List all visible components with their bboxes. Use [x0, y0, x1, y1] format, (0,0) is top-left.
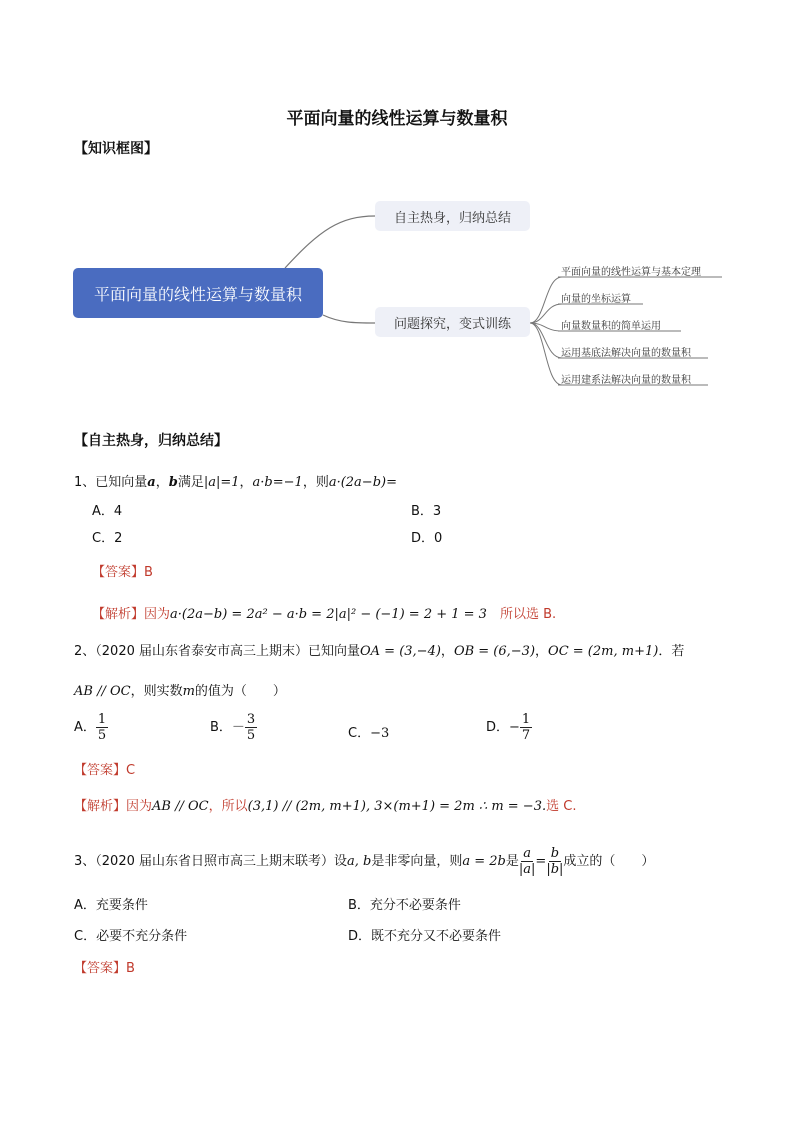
question-3-stem — [74, 846, 654, 877]
q1-option-c: C．2 — [92, 531, 123, 546]
q2-oc: OC = (2m, m+1) — [548, 644, 659, 659]
q1-mid3: ，则 — [302, 475, 329, 490]
mindmap-leaf-1: 平面向量的线性运算与基本定理 — [561, 267, 701, 278]
q2-line2-var: m — [182, 684, 195, 699]
q2-option-b-frac — [245, 712, 257, 743]
q3-eq: = — [535, 854, 547, 869]
q2-line2-end: 的值为（ ） — [194, 684, 286, 699]
q2-option-a-frac — [96, 712, 108, 743]
q3-cond: a = 2b — [462, 854, 506, 869]
framework-heading: 【知识框图】 — [74, 141, 158, 157]
q2-expl-math2: (3,1) // (2m, m+1), 3×(m+1) = 2m ∴ m = −3. — [247, 799, 547, 814]
q1-expl-label: 【解析】 — [92, 607, 145, 622]
q3-answer — [74, 957, 135, 976]
q1-option-a: A．4 — [92, 504, 123, 519]
q3-vars: a, b — [347, 854, 372, 869]
q2-expl-math1: AB // OC — [152, 799, 209, 814]
q1-explanation — [92, 603, 556, 622]
q1-cond2: a·b=−1 — [252, 475, 303, 490]
q2-option-d-frac — [520, 712, 532, 743]
q2-expl-text1: 因为 — [126, 799, 153, 814]
q3-answer-value: B — [126, 961, 135, 976]
q3-end: 成立的（ ） — [563, 854, 655, 869]
mindmap-central-node: 平面向量的线性运算与数量积 — [73, 268, 323, 318]
q2-option-b-den: 5 — [246, 728, 256, 743]
q2-option-d-den: 7 — [521, 728, 531, 743]
connector-branch2 — [323, 315, 375, 323]
q1-mid1: 满足 — [177, 475, 204, 490]
q3-option-a: A．充要条件 — [74, 898, 148, 913]
question-2-line2 — [74, 680, 286, 699]
q2-option-c-value: −3 — [370, 726, 390, 741]
q2-line2-text: ，则实数 — [130, 684, 183, 699]
q3-frac-a — [519, 846, 536, 877]
q3-mid: 是非零向量，则 — [371, 854, 463, 869]
q2-answer-label: 【答案】 — [74, 763, 127, 778]
q2-ob: OB = (6,−3) — [453, 644, 536, 659]
q3-option-b: B．充分不必要条件 — [348, 898, 461, 913]
q1-expl-tail: 所以选 B. — [499, 607, 557, 622]
q2-option-b-num: 3 — [246, 712, 256, 727]
q1-answer-value: B — [144, 565, 153, 580]
q2-answer — [74, 759, 135, 778]
q2-option-c — [348, 722, 389, 741]
connector-branch1 — [285, 216, 375, 268]
connector-leaf-1 — [530, 277, 562, 323]
q2-option-d-label: D． — [486, 720, 510, 735]
q3-frac-a-den: |a| — [518, 862, 536, 877]
q2-option-a-num: 1 — [97, 712, 107, 727]
q1-expr: a·(2a−b)= — [328, 475, 397, 490]
q2-option-a-label: A． — [74, 720, 96, 735]
q2-option-d-num: 1 — [521, 712, 531, 727]
section1-heading: 【自主热身，归纳总结】 — [74, 433, 228, 449]
q2-tail: ．若 — [658, 644, 685, 659]
q3-prefix: 3、（2020 届山东省日照市高三上期末联考）设 — [74, 854, 347, 869]
q3-option-c: C．必要不充分条件 — [74, 929, 188, 944]
question-2-stem: 2、（2020 届山东省泰安市高三上期末）已知向量OA = (3,−4)，OB = (6,−3)，OC = (2m, m+1)．若 — [74, 644, 685, 659]
q3-option-d: D．既不充分又不必要条件 — [348, 929, 502, 944]
mindmap-leaf-4: 运用基底法解决向量的数量积 — [561, 348, 691, 359]
mindmap-leaf-3: 向量数量积的简单运用 — [561, 321, 661, 332]
q2-expl-text2: ，所以 — [208, 799, 248, 814]
q1-mid2: ， — [239, 475, 253, 490]
q2-option-b-label: B．－ — [210, 720, 245, 735]
q2-option-b — [210, 712, 257, 743]
q2-answer-value: C — [126, 763, 136, 778]
q2-explanation — [74, 795, 576, 814]
q2-option-c-label: C． — [348, 726, 371, 741]
connector-leaf-5 — [530, 323, 562, 385]
q2-option-a — [74, 712, 108, 743]
mindmap-branch1: 自主热身，归纳总结 — [375, 201, 530, 231]
q2-option-d — [486, 712, 532, 743]
q1-answer — [92, 561, 153, 580]
q3-frac-a-num: a — [523, 846, 532, 861]
q2-option-a-den: 5 — [97, 728, 107, 743]
q2-prefix: 2、（2020 届山东省泰安市高三上期末）已知向量 — [74, 644, 360, 659]
q2-expl-end: 选 C. — [546, 799, 577, 814]
q3-frac-b — [546, 846, 563, 877]
q3-frac-b-den: |b| — [546, 862, 564, 877]
q3-frac-b-num: b — [550, 846, 560, 861]
mindmap-branch2: 问题探究，变式训练 — [375, 307, 530, 337]
q3-mid2: 是 — [505, 854, 519, 869]
connector-leaf-4 — [530, 323, 562, 358]
q2-line2-math: AB // OC — [74, 684, 131, 699]
q1-option-d: D．0 — [411, 531, 443, 546]
q1-prefix: 1、已知向量 — [74, 475, 148, 490]
question-1-stem: 1、已知向量a，b满足|a|=1，a·b=−1，则a·(2a−b)= — [74, 475, 397, 490]
q2-expl-label: 【解析】 — [74, 799, 127, 814]
q1-answer-label: 【答案】 — [92, 565, 145, 580]
page-title: 平面向量的线性运算与数量积 — [286, 109, 508, 129]
mindmap-leaf-2: 向量的坐标运算 — [561, 294, 631, 305]
q1-cond1: |a|=1 — [203, 475, 240, 490]
mindmap-leaf-5: 运用建系法解决向量的数量积 — [561, 375, 691, 386]
q2-option-d-sign: − — [509, 720, 520, 735]
q1-expl-text: 因为 — [144, 607, 171, 622]
q3-answer-label: 【答案】 — [74, 961, 127, 976]
q1-expl-math: a·(2a−b) = 2a² − a·b = 2|a|² − (−1) = 2 + 1 = 3 — [170, 607, 487, 622]
q2-oa: OA = (3,−4) — [360, 644, 441, 659]
q1-option-b: B．3 — [411, 504, 442, 519]
connector-leaf-2 — [530, 304, 562, 323]
